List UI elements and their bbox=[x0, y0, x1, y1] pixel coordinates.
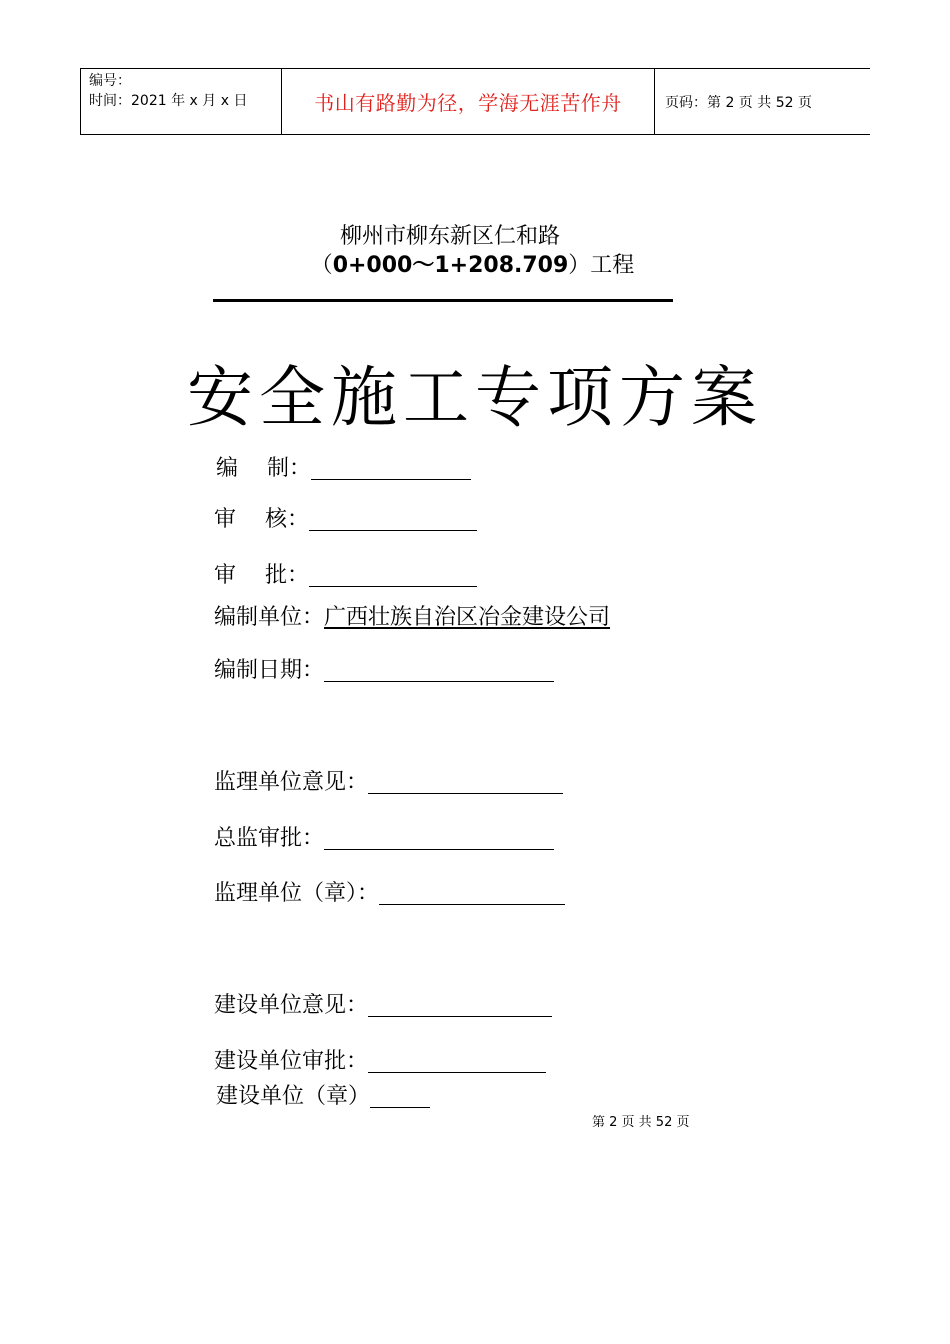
header-motto-cell bbox=[282, 69, 655, 134]
approver-label: 审 批： bbox=[214, 563, 309, 588]
compile-date-label: 编制日期： bbox=[214, 658, 325, 683]
motto-text: 书山有路勤为径，学海无涯苦作舟 bbox=[314, 91, 622, 115]
compiling-unit-value: 广西壮族自治区冶金建设公司 bbox=[324, 605, 611, 630]
compiling-unit-row bbox=[214, 603, 610, 633]
reviewer-blank[interactable] bbox=[309, 508, 477, 531]
footer-page-number: 第 2 页 共 52 页 bbox=[592, 1115, 690, 1130]
owner-opinion-row bbox=[214, 991, 552, 1021]
chainage-range: 0+000～1+208.709 bbox=[332, 253, 569, 278]
owner-opinion-blank[interactable] bbox=[368, 994, 552, 1017]
header-table bbox=[80, 68, 870, 135]
title-paren-open: （ bbox=[310, 253, 333, 278]
chief-supervisor-blank[interactable] bbox=[324, 827, 554, 850]
header-page-cell bbox=[655, 69, 871, 134]
compiling-unit-label: 编制单位： bbox=[214, 605, 325, 630]
supervision-opinion-blank[interactable] bbox=[368, 771, 563, 794]
main-title: 安全施工专项方案 bbox=[187, 359, 763, 436]
title-divider bbox=[213, 299, 673, 302]
reviewer-label: 审 核： bbox=[214, 507, 309, 532]
compiler-row bbox=[214, 454, 471, 484]
approver-row bbox=[214, 561, 477, 591]
owner-approval-row bbox=[214, 1047, 546, 1077]
compile-date-blank[interactable] bbox=[324, 659, 554, 682]
title-paren-close: ）工程 bbox=[568, 253, 635, 278]
owner-approval-blank[interactable] bbox=[368, 1050, 546, 1073]
chief-supervisor-label: 总监审批： bbox=[214, 826, 325, 851]
supervision-seal-blank[interactable] bbox=[379, 882, 565, 905]
project-title-line2 bbox=[0, 251, 945, 281]
compiler-label: 编 制： bbox=[216, 456, 311, 481]
supervision-seal-label: 监理单位（章）： bbox=[214, 881, 380, 906]
owner-seal-label: 建设单位（章） bbox=[216, 1084, 371, 1109]
page-code-label: 页码：第 2 页 共 52 页 bbox=[665, 94, 812, 111]
owner-seal-blank[interactable] bbox=[370, 1085, 430, 1108]
owner-approval-label: 建设单位审批： bbox=[214, 1049, 369, 1074]
document-time-label: 时间：2021 年 x 月 x 日 bbox=[89, 93, 248, 109]
owner-opinion-label: 建设单位意见： bbox=[214, 993, 369, 1018]
header-meta-cell bbox=[81, 69, 282, 134]
compile-date-row bbox=[214, 656, 554, 686]
supervision-seal-row bbox=[214, 879, 565, 909]
document-number-label: 编号： bbox=[89, 73, 131, 89]
reviewer-row bbox=[214, 505, 477, 535]
project-title-line1: 柳州市柳东新区仁和路 bbox=[339, 224, 560, 249]
chief-supervisor-row bbox=[214, 824, 554, 854]
supervision-opinion-label: 监理单位意见： bbox=[214, 770, 369, 795]
compiler-blank[interactable] bbox=[311, 457, 471, 480]
supervision-opinion-row bbox=[214, 768, 563, 798]
owner-seal-row bbox=[216, 1082, 430, 1112]
approver-blank[interactable] bbox=[309, 564, 477, 587]
